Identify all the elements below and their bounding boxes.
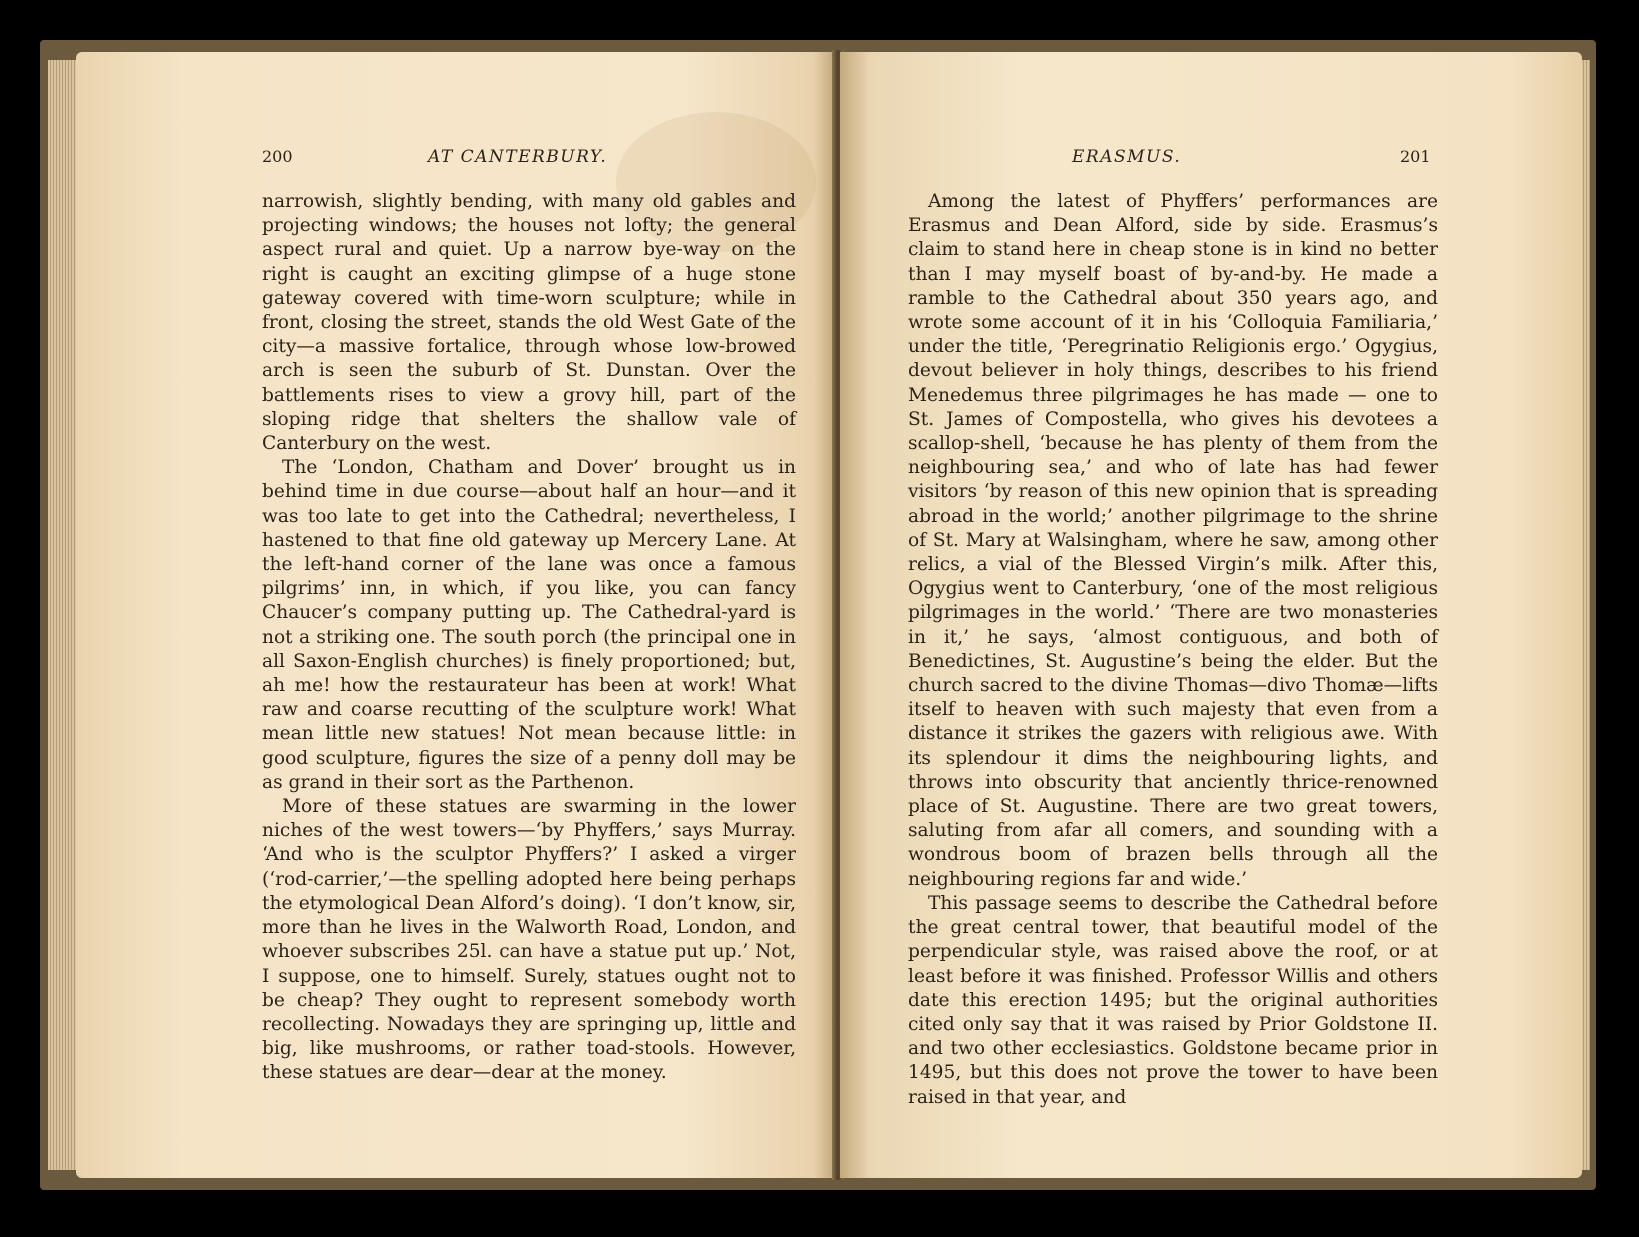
left-page — [76, 52, 836, 1178]
left-page-body — [262, 190, 796, 1086]
running-title: ERASMUS. — [1072, 147, 1182, 167]
open-book — [40, 40, 1596, 1190]
paragraph: Among the latest of Phyffers’ performances are Erasmus and Dean Alford, side by side. Erasmus’s claim to stand here in cheap stone is in kind no better than I may myself boast of by-and-by. He made a ramble to the Cathedral about 350 years ago, and wrote some account of it in his ‘Colloquia Familiaria,’ under the title, ‘Peregrinatio Religionis ergo.’ Ogygius, devout believer in holy things, describes to his friend Menedemus three pilgrimages he has made — one to St. James of Compostella, who gives his devotees a scallop-shell, ‘because he has plenty of them from the neighbouring sea,’ and who of late has had fewer visitors ‘by reason of this new opinion that is spreading abroad in the world;’ another pilgrimage to the shrine of St. Mary at Walsingham, where he saw, among other relics, a vial of the Blessed Virgin’s milk. After this, Ogygius went to Canterbury, ‘one of the most religious pilgrimages in the world.’ ‘There are two monasteries in it,’ he says, ‘almost contiguous, and both of Benedictines, St. Augustine’s being the elder. But the church sacred to the divine Thomas—divo Thomæ—lifts itself to heaven with such majesty that even from a distance it strikes the gazers with religious awe. With its splendour it dims the neighbouring lights, and throws into obscurity that anciently thrice-renowned place of St. Augustine. There are two great towers, saluting from afar all comers, and sounding with a wondrous boom of brazen bells through all the neighbouring regions far and wide.’ — [908, 191, 1438, 890]
right-page-body — [908, 190, 1438, 1110]
paragraph: narrowish, slightly bending, with many old gables and projecting windows; the houses not lofty; the general aspect rural and quiet. Up a narrow bye-way on the right is caught an exciting glimpse of a huge stone gateway covered with time-worn sculpture; while in front, closing the street, stands the old West Gate of the city—a massive fortalice, through whose low-browed arch is seen the suburb of St. Dunstan. Over the battlements rises to view a grovy hill, part of the sloping ridge that shelters the shallow vale of Canterbury on the west. — [262, 191, 796, 455]
paragraph: The ‘London, Chatham and Dover’ brought us in behind time in due course—about half an hour—and it was too late to get into the Cathedral; nevertheless, I hastened to that fine old gateway up Mercery Lane. At the left-hand corner of the lane was once a famous pilgrims’ inn, in which, if you like, you can fancy Chaucer’s company putting up. The Cathedral-yard is not a striking one. The south porch (the principal one in all Saxon-English churches) is finely proportioned; but, ah me! how the restaurateur has been at work! What raw and coarse recutting of the sculpture work! What mean little new statues! Not mean because little: in good sculpture, figures the size of a penny doll may be as grand in their sort as the Parthenon. — [262, 457, 796, 793]
paragraph: This passage seems to describe the Cathedral before the great central tower, that beautiful model of the perpendicular style, was raised above the roof, or at least before it was finished. Professor Willis and others date this erection 1495; but the original authorities cited only say that it was raised by Prior Goldstone II. and two other ecclesiastics. Goldstone became prior in 1495, but this does not prove the tower to have been raised in that year, and — [908, 892, 1438, 1108]
running-title: AT CANTERBURY. — [428, 147, 608, 167]
page-number: 200 — [262, 147, 293, 166]
paragraph: More of these statues are swarming in the lower niches of the west towers—‘by Phyffers,’ says Murray. ‘And who is the sculptor Phyffers?’ I asked a virger (‘rod-carrier,’—the spelling adopted here being perhaps the etymological Dean Alford’s doing). ‘I don’t know, sir, more than he lives in the Walworth Road, London, and whoever subscribes 25l. can have a statue put up.’ Not, I suppose, one to himself. Surely, statues ought not to be cheap? They ought to represent somebody worth recollecting. Nowadays they are springing up, little and big, like mushrooms, or rather toad-stools. However, these statues are dear—dear at the money. — [262, 796, 796, 1084]
left-page-edges — [48, 60, 78, 1170]
page-number: 201 — [1400, 147, 1431, 166]
right-page — [840, 52, 1582, 1178]
